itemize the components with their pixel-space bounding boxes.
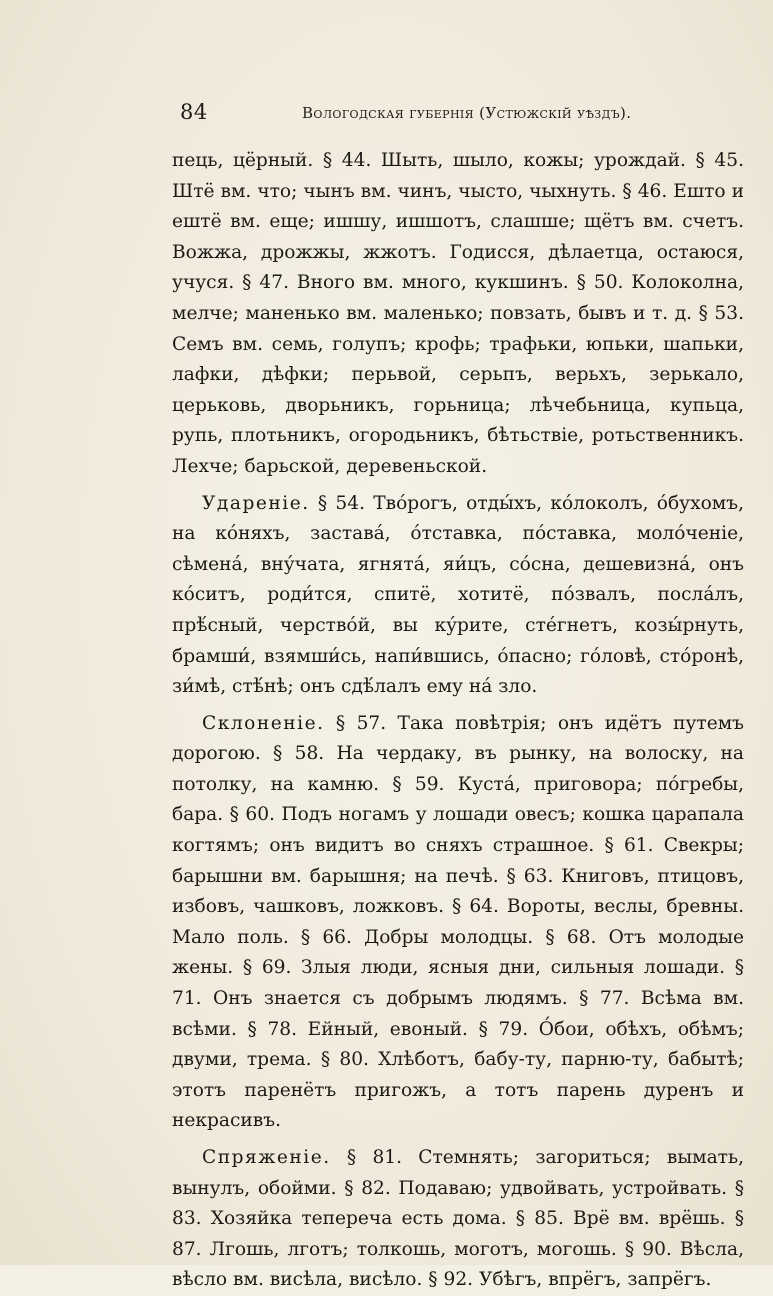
page-number: 84 [180, 100, 208, 124]
paragraph-text: § 81. Стемнять; загориться; вымать, вынулъ, обойми. § 82. Подаваю; удвойвать, устройвать. § 83. Хозяйка тепереча есть дома. § 85. Врё вм. врёшь. § 87. Лгошь, лготъ; толкошь, моготъ, могошь. § 90. Вѣсла, вѣсло вм. висѣла, висѣло. § 92. Убѣгъ, впрёгъ, запрёгъ. [172, 1147, 744, 1291]
page-header [172, 100, 642, 130]
paragraph-stress [172, 489, 744, 703]
paragraph-text: § 57. Така повѣтрія; онъ идётъ путемъ дорогою. § 58. На чердаку, въ рынку, на волоску, на потолку, на камню. § 59. Куста́, приговора; по́гребы, бара. § 60. Подъ ногамъ у лошади овесъ; кошка царапала когтямъ; онъ видитъ во сняхъ страшное. § 61. Свекры; барышни вм. барышня; на печѣ. § 63. Книговъ, птицовъ, избовъ, чашковъ, ложковъ. § 64. Вороты, веслы, бревны. Мало поль. § 66. Добры молодцы. § 68. Отъ молодые жены. § 69. Злыя люди, ясныя дни, сильныя лошади. § 71. Онъ знается съ добрымъ людямъ. § 77. Всѣма вм. всѣми. § 78. Ейный, евоный. § 79. О́бои, обѣхъ, обѣмъ; двуми, трема. § 80. Хлѣботъ, бабу-ту, парню-ту, бабытѣ; этотъ паренётъ пригожъ, а тотъ парень дуренъ и некрасивъ. [172, 712, 744, 1132]
section-heading-stress: Удареніе. [202, 492, 310, 514]
paragraph-text: пець, цёрный. § 44. Шыть, шыло, кожы; урождай. § 45. Штё вм. что; чынъ вм. чинъ, чысто, чыхнуть. § 46. Ешто и ештё вм. еще; ишшу, ишшотъ, слашше; щётъ вм. счетъ. Вожжа, дрожжы, жжотъ. Годисся, дѣлаетца, остаюся, учуся. § 47. Вного вм. много, кукшинъ. § 50. Колоколна, мелче; маненько вм. маленько; повзать, бывъ и т. д. § 53. Семъ вм. семь, голупъ; крофь; трафьки, юпьки, шапьки, лафки, дѣфки; перьвой, серьпъ, верьхъ, зерькало, церьковь, дворьникъ, горьница; лѣчебьница, купьца, рупь, плотьникъ, огородьникъ, бѣтьствіе, ротьственникъ. Лехче; барьской, деревеньской. [172, 150, 744, 477]
section-heading-conjugation: Спряженіе. [202, 1147, 331, 1168]
paragraph-declension [172, 709, 744, 1137]
paragraph-phonetics [172, 146, 744, 483]
section-heading-declension: Склоненіе. [202, 712, 325, 734]
body-text [172, 146, 744, 1296]
paragraph-conjugation [172, 1143, 744, 1296]
paragraph-text: § 54. Тво́рогъ, отды́хъ, ко́локолъ, о́бухомъ, на ко́няхъ, застава́, о́тставка, по́ставка, моло́ченіе, сѣмена́, вну́чата, ягнята́, яи́цъ, со́сна, дешевизна́, онъ ко́ситъ, роди́тся, спитё, хотитё, по́звалъ, посла́лъ, прѣ́сный, черство́й, вы ку́рите, сте́гнетъ, козы́рнуть, брамши́, взямши́сь, напи́вшись, о́пасно; го́ловѣ, сто́ронѣ, зи́мѣ, стѣ́нѣ; онъ сдѣ́лалъ ему на́ зло. [172, 492, 744, 698]
running-title: Вологодская губернія (Устюжскій уѣздъ). [302, 104, 632, 122]
